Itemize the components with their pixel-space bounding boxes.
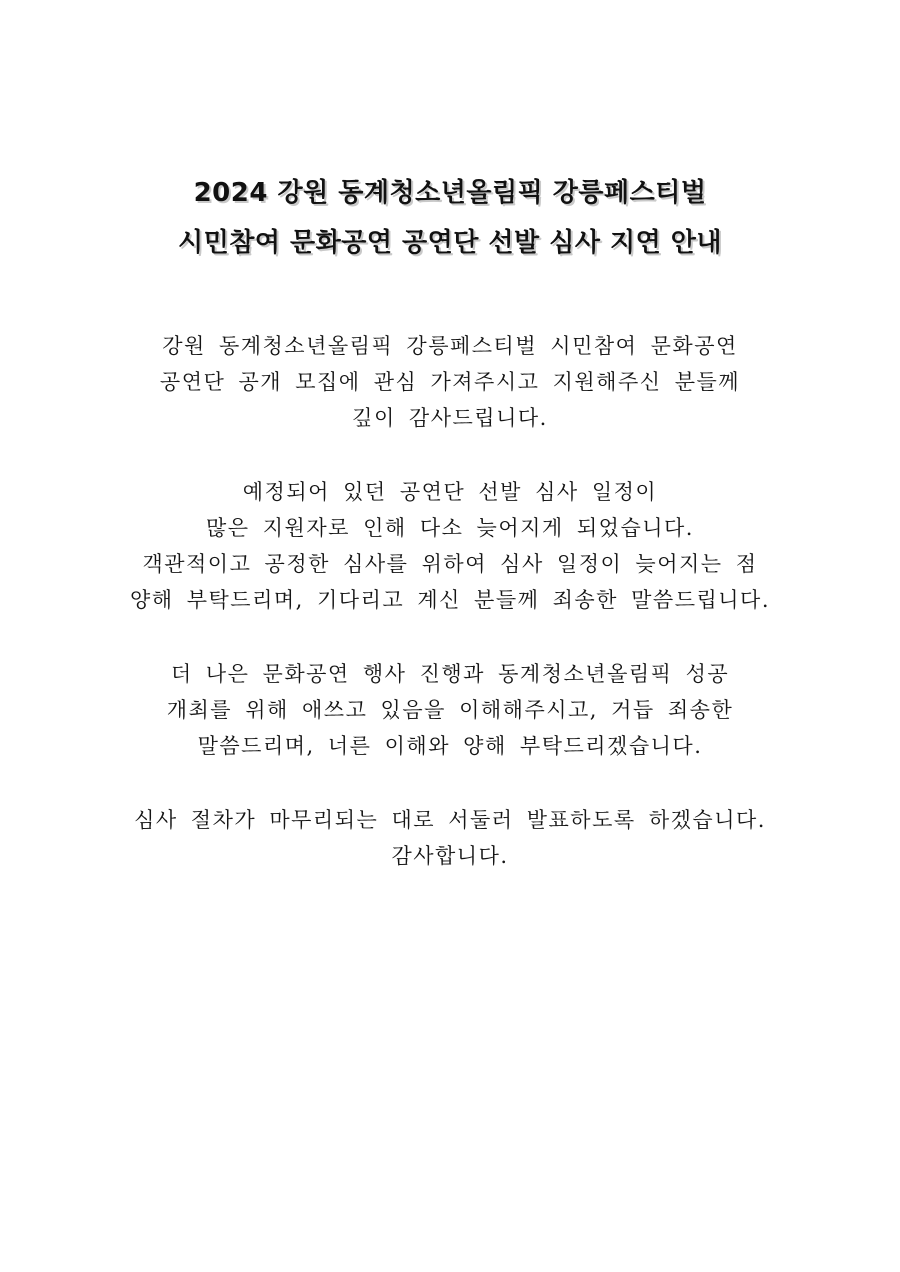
body-line: 말씀드리며, 너른 이해와 양해 부탁드리겠습니다. — [197, 734, 703, 758]
body-line: 강원 동계청소년올림픽 강릉페스티벌 시민참여 문화공연 — [162, 334, 738, 358]
body-line: 심사 절차가 마무리되는 대로 서둘러 발표하도록 하겠습니다. — [134, 808, 766, 832]
notice-title — [0, 168, 900, 268]
body-line: 더 나은 문화공연 행사 진행과 동계청소년올림픽 성공 — [170, 662, 730, 686]
body-line: 감사합니다. — [391, 844, 509, 868]
paragraph-apology — [0, 656, 900, 764]
title-line-1: 2024 강원 동계청소년올림픽 강릉페스티벌 — [193, 178, 707, 208]
paragraph-delay — [0, 474, 900, 618]
body-line: 객관적이고 공정한 심사를 위하여 심사 일정이 늦어지는 점 — [142, 552, 758, 576]
body-line: 많은 지원자로 인해 다소 늦어지게 되었습니다. — [206, 516, 694, 540]
body-line: 예정되어 있던 공연단 선발 심사 일정이 — [242, 480, 658, 504]
body-line: 개최를 위해 애쓰고 있음을 이해해주시고, 거듭 죄송한 — [166, 698, 734, 722]
body-line: 공연단 공개 모집에 관심 가져주시고 지원해주신 분들께 — [159, 370, 741, 394]
body-line: 깊이 감사드립니다. — [352, 406, 548, 430]
paragraph-gratitude — [0, 328, 900, 436]
paragraph-closing — [0, 802, 900, 874]
body-line: 양해 부탁드리며, 기다리고 계신 분들께 죄송한 말씀드립니다. — [129, 588, 771, 612]
title-line-2: 시민참여 문화공연 공연단 선발 심사 지연 안내 — [177, 228, 722, 258]
notice-body — [0, 328, 900, 912]
